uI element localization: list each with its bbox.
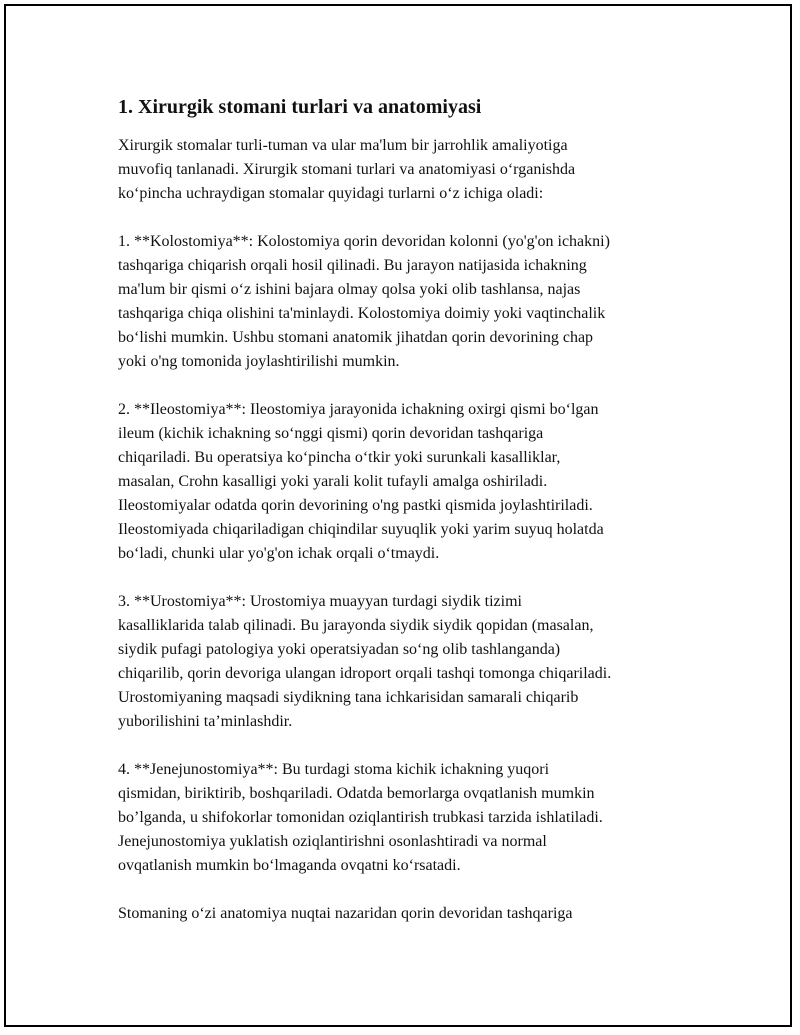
text-line: kasalliklarida talab qilinadi. Bu jarayonda siydik siydik qopidan (masalan, xyxy=(118,617,594,634)
text-line: Jenejunostomiya yuklatish oziqlantirishni osonlashtiradi va normal xyxy=(118,833,547,850)
text-line: masalan, Crohn kasalligi yoki yarali kolit tufayli amalga oshiriladi. xyxy=(118,473,548,490)
text-line: ko‘pincha uchraydigan stomalar quyidagi turlarni o‘z ichiga oladi: xyxy=(118,185,544,202)
paragraph-gap xyxy=(118,878,688,902)
text-line: yuborilishini ta’minlashdir. xyxy=(118,713,293,730)
ileostomiya-paragraph xyxy=(118,398,688,566)
section-heading: 1. Xirurgik stomani turlari va anatomiyasi xyxy=(118,96,482,118)
text-line: Ileostomiyalar odatda qorin devorining o'ng pastki qismida joylashtiriladi. xyxy=(118,497,593,514)
text-line: chiqarilib, qorin devoriga ulangan idroport orqali tashqi tomonga chiqariladi. xyxy=(118,665,612,682)
text-line: ma'lum bir qismi o‘z ishini bajara olmay qolsa yoki olib tashlansa, najas xyxy=(118,281,581,298)
paragraph-gap xyxy=(118,566,688,590)
text-line: tashqariga chiqarish orqali hosil qilinadi. Bu jarayon natijasida ichakning xyxy=(118,257,587,274)
paragraph-gap xyxy=(118,206,688,230)
text-line: yoki o'ng tomonida joylashtirilishi mumkin. xyxy=(118,353,400,370)
urostomiya-paragraph xyxy=(118,590,688,734)
text-line: Stomaning o‘zi anatomiya nuqtai nazaridan qorin devoridan tashqariga xyxy=(118,905,573,922)
text-line: tashqariga chiqa olishini ta'minlaydi. Kolostomiya doimiy yoki vaqtinchalik xyxy=(118,305,606,322)
text-line: 3. **Urostomiya**: Urostomiya muayyan turdagi siydik tizimi xyxy=(118,593,522,610)
closing-paragraph xyxy=(118,902,688,926)
paragraph-gap xyxy=(118,374,688,398)
intro-paragraph xyxy=(118,134,688,206)
document-body xyxy=(118,92,688,926)
text-line: 4. **Jenejunostomiya**: Bu turdagi stoma kichik ichakning yuqori xyxy=(118,761,550,778)
text-line: Xirurgik stomalar turli-tuman va ular ma'lum bir jarrohlik amaliyotiga xyxy=(118,137,568,154)
text-line: bo’lganda, u shifokorlar tomonidan oziqlantirish trubkasi tarzida ishlatiladi. xyxy=(118,809,603,826)
text-line: bo‘ladi, chunki ular yo'g'on ichak orqali o‘tmaydi. xyxy=(118,545,440,562)
text-line: Urostomiyaning maqsadi siydikning tana ichkarisidan samarali chiqarib xyxy=(118,689,579,706)
text-line: bo‘lishi mumkin. Ushbu stomani anatomik jihatdan qorin devorining chap xyxy=(118,329,594,346)
jenejunostomiya-paragraph xyxy=(118,758,688,878)
paragraph-gap xyxy=(118,734,688,758)
text-line: chiqariladi. Bu operatsiya ko‘pincha o‘tkir yoki surunkali kasalliklar, xyxy=(118,449,561,466)
text-line: Ileostomiyada chiqariladigan chiqindilar suyuqlik yoki yarim suyuq holatda xyxy=(118,521,604,538)
text-line: muvofiq tanlanadi. Xirurgik stomani turlari va anatomiyasi o‘rganishda xyxy=(118,161,576,178)
text-line: ovqatlanish mumkin bo‘lmaganda ovqatni ko‘rsatadi. xyxy=(118,857,461,874)
text-line: qismidan, biriktirib, boshqariladi. Odatda bemorlarga ovqatlanish mumkin xyxy=(118,785,595,802)
text-line: siydik pufagi patologiya yoki operatsiyadan so‘ng olib tashlanganda) xyxy=(118,641,561,658)
text-line: 2. **Ileostomiya**: Ileostomiya jarayonida ichakning oxirgi qismi bo‘lgan xyxy=(118,401,599,418)
kolostomiya-paragraph xyxy=(118,230,688,374)
text-line: ileum (kichik ichakning so‘nggi qismi) qorin devoridan tashqariga xyxy=(118,425,544,442)
text-line: 1. **Kolostomiya**: Kolostomiya qorin devoridan kolonni (yo'g'on ichakni) xyxy=(118,233,610,250)
